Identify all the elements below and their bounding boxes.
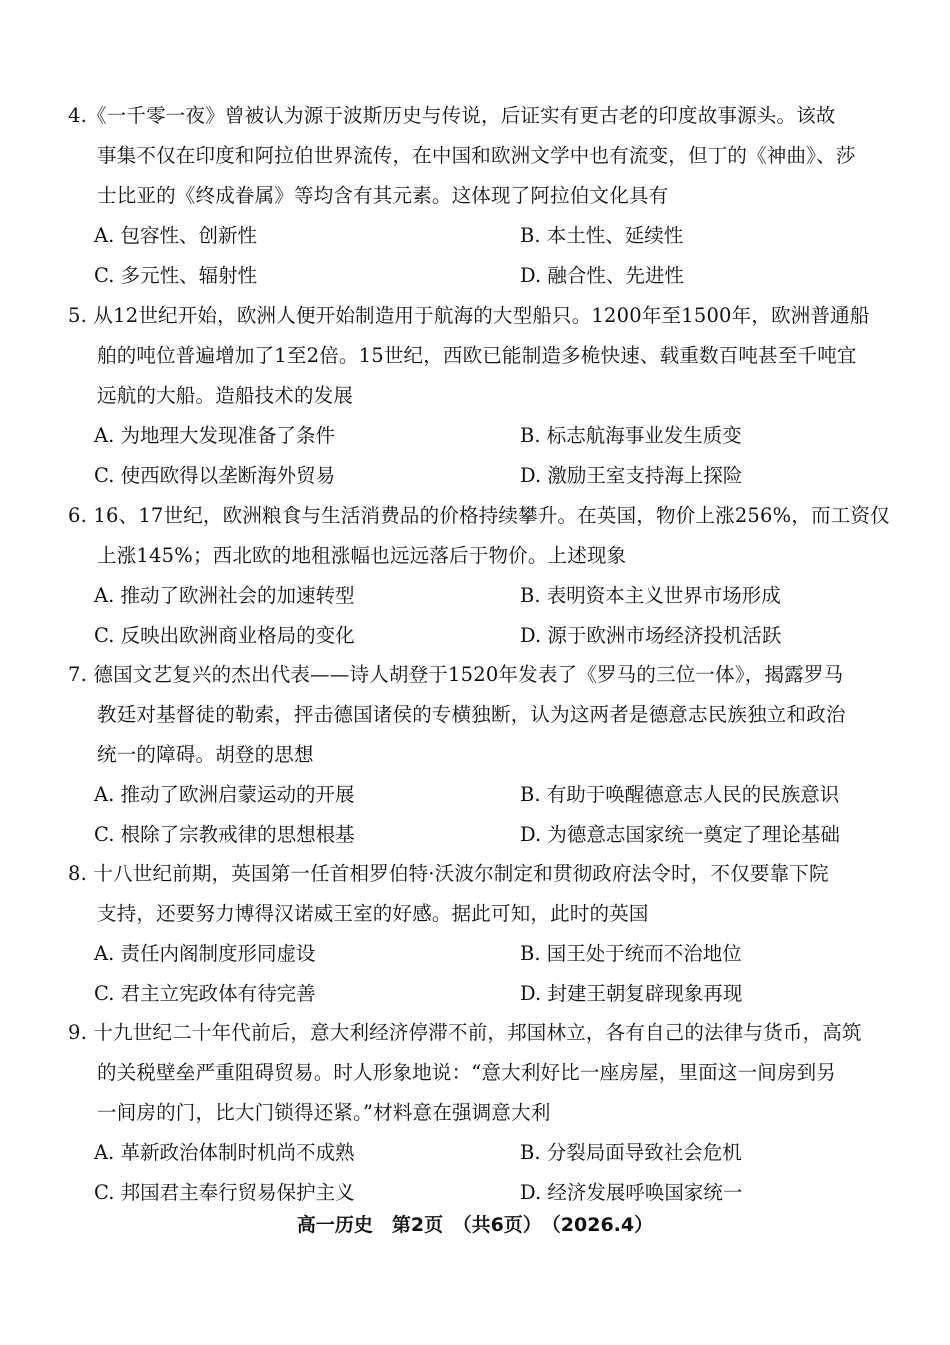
option-d: D. 封建王朝复辟现象再现 [520,982,743,1005]
option-c: C. 根除了宗教戒律的思想根基 [94,823,355,846]
answer-options [68,216,888,296]
question-stem-line: 教廷对基督徒的勒索，抨击德国诸侯的专横独断，认为这两者是德意志民族独立和政治 [97,703,846,726]
option-c: C. 使西欧得以垄断海外贸易 [94,464,336,487]
option-d: D. 融合性、先进性 [520,264,684,287]
option-c: C. 邦国君主奉行贸易保护主义 [94,1181,355,1204]
answer-options [68,416,888,496]
option-d: D. 源于欧洲市场经济投机活跃 [520,624,782,647]
option-a: A. 推动了欧洲启蒙运动的开展 [94,783,355,806]
question-9 [68,1013,888,1213]
option-d: D. 激励王室支持海上探险 [520,464,743,487]
answer-options [68,775,888,855]
option-c: C. 多元性、辐射性 [94,264,258,287]
question-stem-line: 支持，还要努力博得汉诺威王室的好感。据此可知，此时的英国 [97,902,649,925]
question-stem-line: 8. 十八世纪前期，英国第一任首相罗伯特·沃波尔制定和贯彻政府法令时，不仅要靠下院 [68,862,829,885]
question-stem-line: 上涨145%；西北欧的地租涨幅也远远落后于物价。上述现象 [97,544,627,567]
question-stem-line: 事集不仅在印度和阿拉伯世界流传，在中国和欧洲文学中也有流变，但丁的《神曲》、莎 [97,144,856,167]
question-stem-line: 统一的障碍。胡登的思想 [97,743,314,766]
option-a: A. 包容性、创新性 [94,224,257,247]
option-a: A. 为地理大发现准备了条件 [94,424,335,447]
question-5 [68,296,888,496]
answer-options [68,934,888,1014]
option-a: A. 推动了欧洲社会的加速转型 [94,584,355,607]
question-6 [68,496,888,656]
question-stem-line: 舶的吨位普遍增加了1至2倍。15世纪，西欧已能制造多桅快速、载重数百吨甚至千吨宜 [97,344,857,367]
option-b: B. 有助于唤醒德意志人民的民族意识 [520,783,840,806]
option-c: C. 君主立宪政体有待完善 [94,982,316,1005]
option-c: C. 反映出欧洲商业格局的变化 [94,624,355,647]
option-b: B. 标志航海事业发生质变 [520,424,742,447]
question-stem-line: 9. 十九世纪二十年代前后，意大利经济停滞不前，邦国林立，各有自己的法律与货币，高筑 [68,1021,862,1044]
question-stem-line: 远航的大船。造船技术的发展 [97,384,354,407]
answer-options [68,1133,888,1213]
question-4 [68,96,888,296]
question-stem-line: 一间房的门，比大门锁得还紧。”材料意在强调意大利 [97,1101,551,1124]
question-stem-line: 6. 16、17世纪，欧洲粮食与生活消费品的价格持续攀升。在英国，物价上涨256%，而工资仅 [68,504,890,527]
page-footer: 高一历史 第2页 （共6页） （2026.4） [296,1214,654,1236]
option-b: B. 分裂局面导致社会危机 [520,1141,742,1164]
question-stem-line: 5. 从12世纪开始，欧洲人便开始制造用于航海的大型船只。1200年至1500年，欧洲普通船 [68,304,870,327]
option-a: A. 责任内阁制度形同虚设 [94,942,316,965]
answer-options [68,576,888,656]
question-8 [68,854,888,1014]
question-stem-line: 7. 德国文艺复兴的杰出代表——诗人胡登于1520年发表了《罗马的三位一体》，揭露罗马 [68,663,844,686]
option-b: B. 表明资本主义世界市场形成 [520,584,781,607]
option-a: A. 革新政治体制时机尚不成熟 [94,1141,355,1164]
question-stem-line: 的关税壁垒严重阻碍贸易。时人形象地说：“意大利好比一座房屋，里面这一间房到另 [97,1061,837,1084]
question-stem-line: 4.《一千零一夜》曾被认为源于波斯历史与传说，后证实有更古老的印度故事源头。该故 [68,104,836,127]
option-b: B. 国王处于统而不治地位 [520,942,742,965]
question-7 [68,655,888,855]
option-d: D. 经济发展呼唤国家统一 [520,1181,743,1204]
option-d: D. 为德意志国家统一奠定了理论基础 [520,823,840,846]
question-stem-line: 士比亚的《终成眷属》等均含有其元素。这体现了阿拉伯文化具有 [97,184,669,207]
option-b: B. 本土性、延续性 [520,224,684,247]
